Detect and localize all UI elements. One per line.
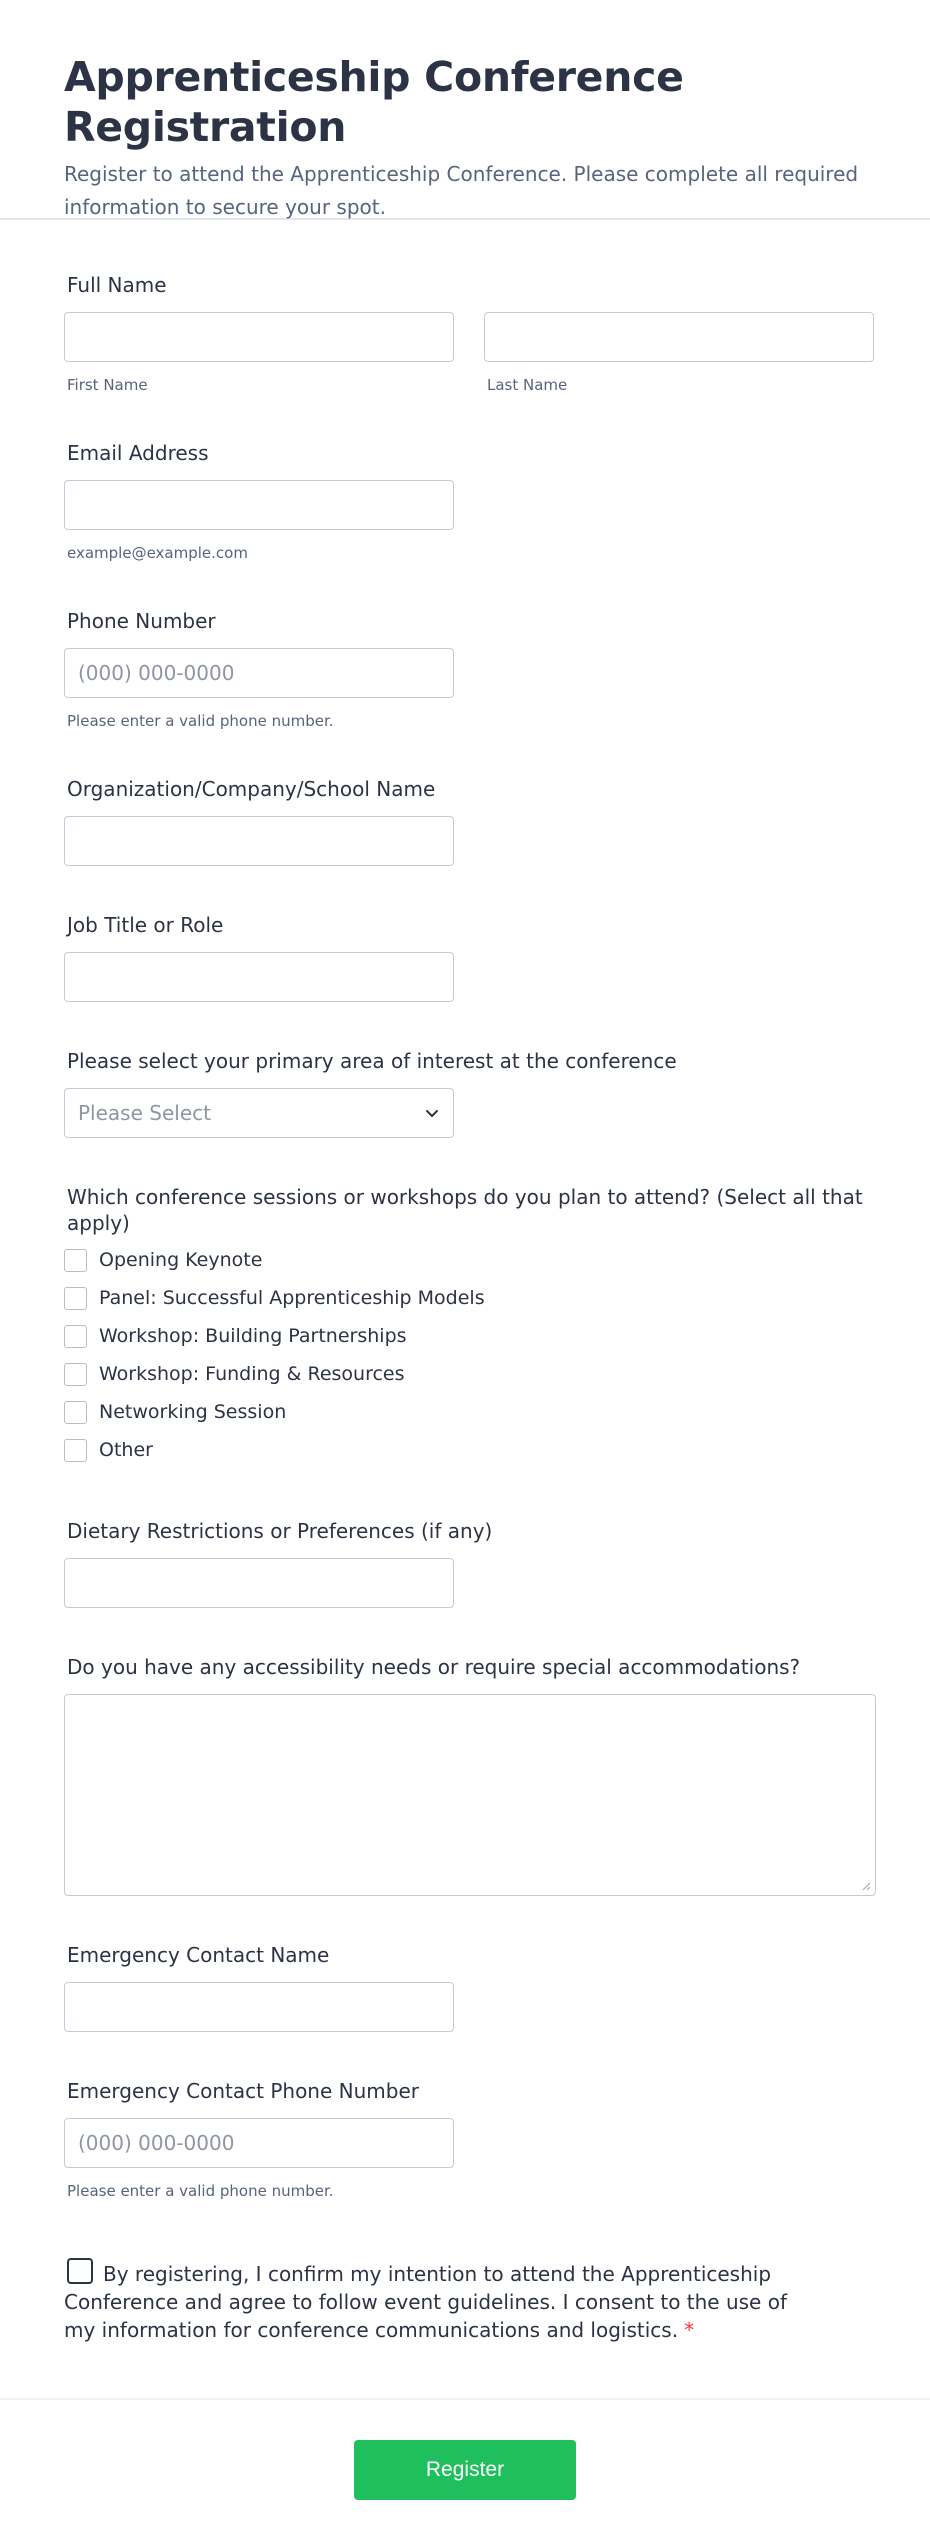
consent-field [64,2258,804,2344]
organization-label: Organization/Company/School Name [67,777,436,801]
sessions-label: Which conference sessions or workshops do you plan to attend? (Select all that apply) [67,1185,863,1235]
dietary-field [64,1518,492,1608]
accessibility-label: Do you have any accessibility needs or require special accommodations? [67,1655,801,1679]
page-description: Register to attend the Apprenticeship Conference. Please complete all required information to secure your spot. [64,162,859,219]
accessibility-textarea[interactable] [64,1694,876,1896]
full-name-field [64,272,167,298]
last-name-sublabel: Last Name [487,376,568,394]
session-option-label: Panel: Successful Apprenticeship Models [99,1287,485,1309]
form-header [0,0,930,220]
checkbox[interactable] [64,1325,87,1348]
session-option[interactable] [64,1317,876,1355]
interest-field [64,1048,677,1138]
required-marker: * [684,2318,695,2342]
checkbox[interactable] [64,1249,87,1272]
full-name-label: Full Name [67,273,167,297]
last-name-input[interactable] [484,312,874,362]
sessions-options [64,1241,876,1469]
chevron-down-icon [424,1105,440,1121]
first-name-input[interactable] [64,312,454,362]
emergency-phone-input[interactable] [64,2118,454,2168]
job-title-input[interactable] [64,952,454,1002]
emergency-phone-placeholder: (000) 000-0000 [78,2131,235,2155]
first-name-sublabel: First Name [67,376,148,394]
consent-text: By registering, I confirm my intention to attend the Apprenticeship Conference and agree to follow event guidelines. I consent to the use of my information for conference communications and logistics. [64,2262,787,2342]
dietary-label: Dietary Restrictions or Preferences (if any) [67,1519,493,1543]
phone-sublabel: Please enter a valid phone number. [67,712,334,730]
last-name-group [484,312,874,394]
consent-checkbox[interactable] [67,2258,93,2284]
session-option-label: Workshop: Funding & Resources [99,1363,405,1385]
sessions-field [64,1184,876,1469]
phone-placeholder: (000) 000-0000 [78,661,235,685]
session-option-label: Networking Session [99,1401,287,1423]
emergency-name-label: Emergency Contact Name [67,1943,330,1967]
job-title-label: Job Title or Role [67,913,224,937]
session-option-label: Opening Keynote [99,1249,263,1271]
job-title-field [64,912,454,1002]
first-name-group [64,312,454,394]
session-option-label: Workshop: Building Partnerships [99,1325,407,1347]
phone-field [64,608,454,730]
interest-selected-value: Please Select [78,1101,211,1125]
email-field [64,440,454,562]
interest-label: Please select your primary area of interest at the conference [67,1049,677,1073]
emergency-phone-label: Emergency Contact Phone Number [67,2079,419,2103]
organization-field [64,776,454,866]
email-label: Email Address [67,441,209,465]
resize-grip-icon[interactable] [861,1881,871,1891]
interest-select[interactable] [64,1088,454,1138]
session-option[interactable] [64,1393,876,1431]
phone-label: Phone Number [67,609,216,633]
emergency-name-field [64,1942,454,2032]
register-button[interactable]: Register [354,2440,576,2500]
dietary-input[interactable] [64,1558,454,1608]
session-option[interactable] [64,1279,876,1317]
session-option-label: Other [99,1439,153,1461]
form-footer [0,2398,930,2546]
checkbox[interactable] [64,1439,87,1462]
accessibility-field [64,1654,876,1896]
phone-input[interactable] [64,648,454,698]
session-option[interactable] [64,1431,876,1469]
email-input[interactable] [64,480,454,530]
checkbox[interactable] [64,1363,87,1386]
organization-input[interactable] [64,816,454,866]
emergency-phone-field [64,2078,454,2200]
emergency-name-input[interactable] [64,1982,454,2032]
emergency-phone-sublabel: Please enter a valid phone number. [67,2182,334,2200]
session-option[interactable] [64,1355,876,1393]
session-option[interactable] [64,1241,876,1279]
email-sublabel: example@example.com [67,544,248,562]
page-title: Apprenticeship Conference Registration [64,53,684,151]
checkbox[interactable] [64,1401,87,1424]
checkbox[interactable] [64,1287,87,1310]
